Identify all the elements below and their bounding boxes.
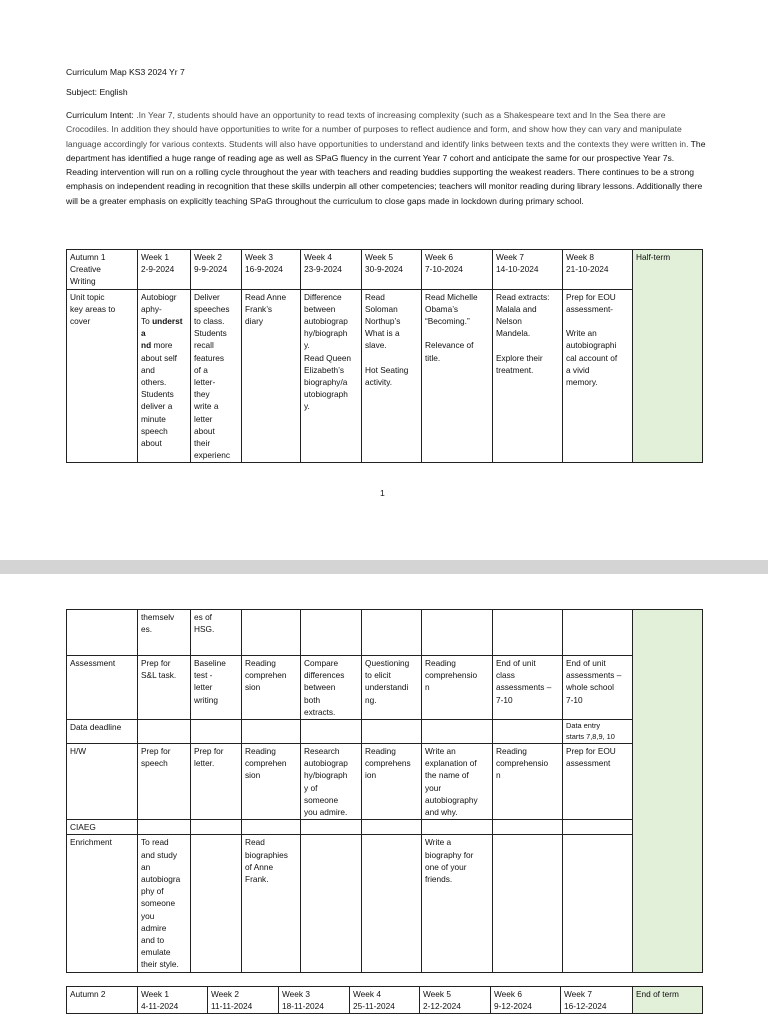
curriculum-intent <box>66 108 706 208</box>
empty-cell <box>138 820 191 835</box>
topic-cell: Difference between autobiograp hy/biograph y. Read Queen Elizabeth’s biography/a utobiograph y. <box>301 289 362 463</box>
intent-text-grey: .In Year 7, students should have an opportunity to read texts of increasing complexity (such as a Shakespeare text and In the Sea there are Crocodiles. In addition they should have opportunities to write for a number of purposes to reflect audience and form, and show how they can vary and manipulate language accordingly for various contexts. Students will also have opportunities to understand and identify links between texts and the contexts they were written in. <box>66 110 689 149</box>
assessment-cell: Prep for S&L task. <box>138 656 191 720</box>
assessment-cell: End of unit assessments – whole school 7-10 <box>563 656 633 720</box>
enrichment-cell: Read biographies of Anne Frank. <box>242 835 301 972</box>
week-header: Week 4 25-11-2024 <box>350 987 420 1014</box>
end-of-term-cell: End of term <box>633 987 703 1014</box>
week-header: Week 2 9-9-2024 <box>191 250 242 290</box>
term-cell: Autumn 1 Creative Writing <box>67 250 138 290</box>
empty-cell <box>242 820 301 835</box>
continued-cell: es of HSG. <box>191 610 242 656</box>
topic-text: Autobiogr aphy- To <box>141 291 177 327</box>
week-header: Week 1 4-11-2024 <box>138 987 208 1014</box>
empty-cell <box>191 720 242 744</box>
page-2 <box>0 574 768 1024</box>
week-header: Week 5 30-9-2024 <box>362 250 422 290</box>
week-header: Week 1 2-9-2024 <box>138 250 191 290</box>
empty-cell <box>493 610 563 656</box>
empty-cell <box>242 610 301 656</box>
row-label-ciaeg: CIAEG <box>67 820 138 835</box>
empty-cell <box>563 835 633 972</box>
subject-line: Subject: English <box>66 87 128 97</box>
intent-label: Curriculum Intent: <box>66 110 134 120</box>
week-header: Week 7 16-12-2024 <box>561 987 633 1014</box>
assessment-cell: Compare differences between both extracts. <box>301 656 362 720</box>
homework-cell: Write an explanation of the name of your autobiography and why. <box>422 744 493 820</box>
empty-cell <box>422 610 493 656</box>
empty-cell <box>362 610 422 656</box>
homework-cell: Research autobiograp hy/biograph y of someone you admire. <box>301 744 362 820</box>
week-header: Week 8 21-10-2024 <box>563 250 633 290</box>
assessment-cell: Reading comprehensio n <box>422 656 493 720</box>
term-cell: Autumn 2 <box>67 987 138 1014</box>
row-label-unit-topic: Unit topic key areas to cover <box>67 289 138 463</box>
intent-text-black: The department has identified a huge range of reading age as well as SPaG fluency in the current Year 7 cohort and anticipate the same for our prospective Year 7s. Reading intervention will run on a rolling cycle throughout the year with teachers and reading buddies supporting the weakest readers. There continues to be a strong emphasis on independent reading in recognition that these skills underpin all other competencies; teachers will monitor reading during library lessons. Additionally there will be a greater emphasis on explicitly teaching SPaG throughout the curriculum to close gaps made in lockdown during primary school. <box>66 138 706 206</box>
empty-cell <box>67 610 138 656</box>
empty-cell <box>362 835 422 972</box>
half-term-cell: Half-term <box>633 250 703 463</box>
topic-cell: Read Soloman Northup’s What is a slave. Hot Seating activity. <box>362 289 422 463</box>
week-header: Week 4 23-9-2024 <box>301 250 362 290</box>
empty-cell <box>422 720 493 744</box>
week-header: Week 5 2-12-2024 <box>420 987 491 1014</box>
document-title: Curriculum Map KS3 2024 Yr 7 <box>66 67 185 77</box>
homework-cell: Reading comprehensio n <box>493 744 563 820</box>
homework-cell: Prep for EOU assessment <box>563 744 633 820</box>
empty-cell <box>563 610 633 656</box>
week-header: Week 2 11-11-2024 <box>208 987 279 1014</box>
topic-text: more about self and others. Students deliver a minute speech about <box>141 340 177 449</box>
row-label-data-deadline: Data deadline <box>67 720 138 744</box>
empty-cell <box>493 820 563 835</box>
topic-text-bold: understa nd <box>141 316 183 351</box>
autumn1-table-continued <box>66 609 703 973</box>
empty-cell <box>563 820 633 835</box>
week-header: Week 6 7-10-2024 <box>422 250 493 290</box>
empty-cell <box>362 720 422 744</box>
enrichment-cell: Write a biography for one of your friends. <box>422 835 493 972</box>
homework-cell: Reading comprehens ion <box>362 744 422 820</box>
page-number: 1 <box>380 488 385 498</box>
empty-cell <box>301 720 362 744</box>
row-label-homework: H/W <box>67 744 138 820</box>
assessment-cell: End of unit class assessments – 7-10 <box>493 656 563 720</box>
topic-cell: Prep for EOU assessment- Write an autobiographi cal account of a vivid memory. <box>563 289 633 463</box>
continued-cell: themselv es. <box>138 610 191 656</box>
assessment-cell: Baseline test - letter writing <box>191 656 242 720</box>
homework-cell: Prep for speech <box>138 744 191 820</box>
empty-cell <box>191 820 242 835</box>
empty-cell <box>138 720 191 744</box>
empty-cell <box>301 835 362 972</box>
topic-cell: Read Michelle Obama’s “Becoming.” Relevance of title. <box>422 289 493 463</box>
week-header: Week 7 14-10-2024 <box>493 250 563 290</box>
row-label-enrichment: Enrichment <box>67 835 138 972</box>
week-header: Week 3 18-11-2024 <box>279 987 350 1014</box>
homework-cell: Prep for letter. <box>191 744 242 820</box>
empty-cell <box>191 835 242 972</box>
empty-cell <box>362 820 422 835</box>
assessment-cell: Reading comprehen sion <box>242 656 301 720</box>
topic-cell: Read extracts: Malala and Nelson Mandela. Explore their treatment. <box>493 289 563 463</box>
data-entry-note: Data entry starts 7,8,9, 10 <box>563 720 633 744</box>
topic-cell <box>138 289 191 463</box>
autumn2-table <box>66 986 703 1014</box>
topic-cell: Read Anne Frank’s diary <box>242 289 301 463</box>
empty-cell <box>493 835 563 972</box>
empty-cell <box>242 720 301 744</box>
empty-cell <box>493 720 563 744</box>
half-term-cell-continued <box>633 610 703 973</box>
empty-cell <box>301 820 362 835</box>
row-label-assessment: Assessment <box>67 656 138 720</box>
topic-cell: Deliver speeches to class. Students recall features of a letter- they write a letter about their experienc <box>191 289 242 463</box>
autumn1-table <box>66 249 703 463</box>
homework-cell: Reading comprehen sion <box>242 744 301 820</box>
week-header: Week 3 16-9-2024 <box>242 250 301 290</box>
empty-cell <box>422 820 493 835</box>
empty-cell <box>301 610 362 656</box>
assessment-cell: Questioning to elicit understandi ng. <box>362 656 422 720</box>
week-header: Week 6 9-12-2024 <box>491 987 561 1014</box>
enrichment-cell: To read and study an autobiogra phy of someone you admire and to emulate their style. <box>138 835 191 972</box>
